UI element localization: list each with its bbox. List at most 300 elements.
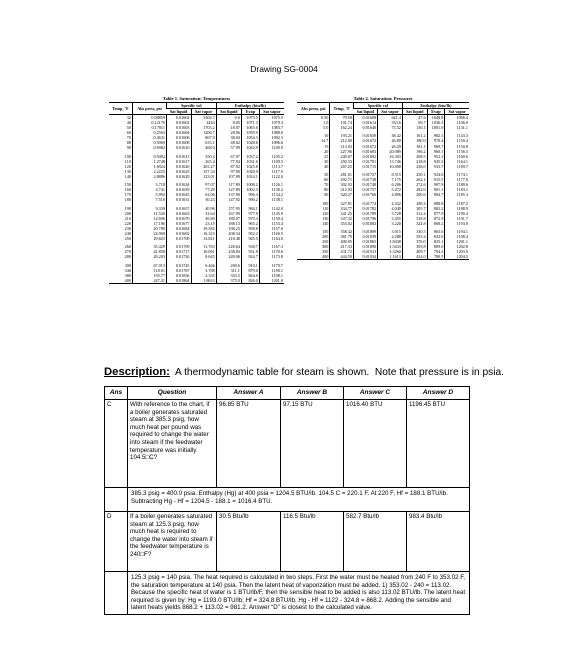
table-cell: 262.1 xyxy=(402,177,427,182)
table-cell: 32 xyxy=(126,115,131,120)
table-cell: 13.746 xyxy=(378,159,403,164)
table-cell: 794.2 xyxy=(427,249,445,254)
explanation-text: 125.3 psig = 140 psia. The heat required is calculated in two steps. First the water must be heated from 240 F to 353.02 F, the saturation temperature at 140 psia. Then the latent heat of vaporization must be added. 1) 353.02 - 240 = 113.02. Because the specific heat of water is 1 BTU/lb/F, then the sensible heat to be added is also 113.02 BTU/lb. The latent heat required is given by: Hg = 1193.0 BTU/lb; Hf = 324.8 BTU/lb. Hg - Hf = 1122 - 324.8 = 868.2. Adding the sensible and latent heats yields 868.2 + 113.02 = 981.2. Answer “D” is closest to the calculated value. xyxy=(128,572,470,615)
table-cell: 0.01608 xyxy=(166,140,191,145)
table-cell: 35.429 xyxy=(132,241,166,249)
table-cell: 1037.2 xyxy=(241,150,259,158)
header-specific-vol: Specific vol xyxy=(166,103,216,109)
table-cell: 872.9 xyxy=(427,216,445,221)
table-cell: 300 xyxy=(124,262,131,268)
table-cell: 48.02 xyxy=(216,140,241,145)
table-cell: 355.4 xyxy=(402,234,427,239)
table-cell: 0.01683 xyxy=(353,149,377,154)
table-cell: 1.3260 xyxy=(378,249,403,254)
table-cell: 879.0 xyxy=(241,268,259,273)
table-cell: 888.8 xyxy=(427,197,445,205)
table-cell: 0.01657 xyxy=(166,202,191,210)
table-cell: 0.50 xyxy=(321,115,329,120)
table-cell: 982.1 xyxy=(427,130,445,138)
table-cell: 140 xyxy=(124,173,131,179)
table-cell: 894.7 xyxy=(427,192,445,197)
qa-header-row xyxy=(105,387,470,400)
table-cell: 1106.0 xyxy=(445,120,469,125)
table-cell: 17.186 xyxy=(132,221,166,226)
saturation-temperatures-table xyxy=(109,96,284,284)
header-ans: Ans xyxy=(105,387,128,400)
header-sat-vapor: Sat vapor xyxy=(259,109,284,115)
explanation-spacer xyxy=(105,488,128,512)
table-cell: 150 xyxy=(322,229,329,235)
table-cell: 18.07 xyxy=(216,125,241,130)
table-cell: 38.42 xyxy=(378,130,403,138)
table-cell: 417.33 xyxy=(330,244,354,249)
table-cell: 333.6 xyxy=(378,120,403,125)
table-cell: 970.4 xyxy=(427,138,445,143)
table-cell: 101.74 xyxy=(330,120,354,125)
table-cell: 1164.0 xyxy=(259,236,284,241)
table-cell: 1183.1 xyxy=(445,187,469,192)
table-cell: 0.01608 xyxy=(353,115,377,121)
table-cell: 250.1 xyxy=(402,169,427,177)
table-cell: 0.01748 xyxy=(353,182,377,187)
table-cell: 250 xyxy=(322,239,329,245)
table-cell: 1079.3 xyxy=(259,120,284,125)
table-cell: 1191.7 xyxy=(445,216,469,221)
table-cell: 0.01614 xyxy=(353,120,377,125)
table-cell: 958.8 xyxy=(241,226,259,231)
table-cell: 0.01692 xyxy=(166,231,191,236)
table-cell: 0.01727 xyxy=(353,169,377,177)
table-cell: 60 xyxy=(324,177,329,183)
header-answer-a: Answer A xyxy=(217,387,281,400)
table-cell: 1145.9 xyxy=(259,211,284,216)
table-cell: 1203.9 xyxy=(445,249,469,254)
table-cell: 1020.0 xyxy=(241,169,259,174)
table-cell: 181.1 xyxy=(402,144,427,149)
table-cell: 8.05 xyxy=(216,120,241,125)
table-cell: 73.52 xyxy=(378,125,403,130)
table-cell: 969.7 xyxy=(427,144,445,149)
table-cell: 945.5 xyxy=(241,236,259,241)
table-cell: 127.89 xyxy=(216,187,241,192)
table-cell: 3.015 xyxy=(378,226,403,234)
table-cell: 0.01782 xyxy=(353,206,377,211)
table-cell: 1138.1 xyxy=(259,197,284,202)
table-cell: 28.06 xyxy=(216,130,241,135)
description-text: A thermodynamic table for steam is shown. Note that pressure is in psia. xyxy=(169,367,504,378)
table-cell: 20 xyxy=(324,148,329,154)
header-sat-vapor: Sat vapor xyxy=(191,109,216,115)
table-row xyxy=(109,150,284,158)
table-cell: 340 xyxy=(124,267,131,273)
table-cell: 825.1 xyxy=(427,239,445,244)
table-cell: 1100.9 xyxy=(259,145,284,150)
table-cell: 218.48 xyxy=(216,236,241,241)
header-sat-liquid: Sat liquid xyxy=(402,109,427,115)
table-cell: 26.80 xyxy=(191,216,216,221)
table-cell: 1188.9 xyxy=(445,206,469,211)
table-caption: Table 2. Saturation: Pressures xyxy=(297,96,469,103)
table-cell: 1169.7 xyxy=(445,164,469,169)
table-cell: 120 xyxy=(124,163,131,169)
header-answer-d: Answer D xyxy=(407,387,470,400)
table-cell: 350 xyxy=(322,249,329,255)
table-cell: 14.696 xyxy=(132,216,166,221)
table-cell: 1096.6 xyxy=(259,140,284,145)
table-cell: 844.6 xyxy=(241,273,259,278)
table-cell: 3.728 xyxy=(378,211,403,216)
table-cell: 0.01796 xyxy=(353,216,377,221)
table-cell: 0.01774 xyxy=(353,197,377,205)
table-cell: 302.92 xyxy=(330,182,354,187)
table-cell: 0.01839 xyxy=(353,234,377,239)
table-cell: 0.01610 xyxy=(166,145,191,150)
table-cell: 1054.3 xyxy=(241,135,259,140)
table-cell: 26.80 xyxy=(378,138,403,143)
table-cell: 212.00 xyxy=(330,138,354,143)
table-cell: 990.2 xyxy=(241,197,259,202)
table-caption: Table 1. Saturation: Temperatures xyxy=(109,96,284,103)
table-cell: 1105.2 xyxy=(259,150,284,158)
table-cell: 247.31 xyxy=(132,278,166,284)
table-cell: 0.01672 xyxy=(353,144,377,149)
table-cell: 150 xyxy=(124,182,131,188)
table-cell: 901.1 xyxy=(427,187,445,192)
table-cell: 907.9 xyxy=(427,182,445,187)
table-cell: 1088.0 xyxy=(259,130,284,135)
table-cell: 0.01629 xyxy=(166,174,191,179)
table-cell: 292.71 xyxy=(330,177,354,182)
table-cell: 1190.1 xyxy=(259,268,284,273)
answer-b: 116.5 Btu/lb xyxy=(281,512,344,572)
header-enthalpy: Enthalpy (btu/lb) xyxy=(402,103,469,109)
table-cell: 70 xyxy=(126,135,131,141)
description-label: Description: xyxy=(104,366,170,378)
table-cell: 1042.9 xyxy=(241,145,259,150)
table-cell: 1164.1 xyxy=(445,159,469,164)
table-cell: 0.01651 xyxy=(166,197,191,202)
table-cell: 13.821 xyxy=(191,236,216,241)
header-sat-liquid: Sat liquid xyxy=(353,109,377,115)
table-cell: 0.01766 xyxy=(353,192,377,197)
table-cell: 0.01625 xyxy=(166,169,191,174)
table-cell: 70 xyxy=(324,182,329,188)
table-cell: 87.92 xyxy=(216,164,241,169)
table-cell: 780.5 xyxy=(427,254,445,260)
table-cell: 0.01865 xyxy=(353,239,377,244)
table-cell: 868.2 xyxy=(427,221,445,226)
table-cell: 0.01757 xyxy=(353,187,377,192)
table-cell: 312.03 xyxy=(330,187,354,192)
table-row xyxy=(297,197,469,205)
table-row xyxy=(109,259,284,267)
table-cell: 240.07 xyxy=(330,154,354,159)
table-cell: 1.8438 xyxy=(378,239,403,244)
table-row xyxy=(297,169,469,177)
table-cell: 269.6 xyxy=(216,259,241,267)
table-cell: 161.2 xyxy=(402,130,427,138)
table-cell: 227.96 xyxy=(330,149,354,154)
table-cell: 20.780 xyxy=(132,226,166,231)
table-cell: 0.01602 xyxy=(166,115,191,121)
table-cell: 0.01789 xyxy=(353,211,377,216)
table-cell: 77.29 xyxy=(191,187,216,192)
table-cell: 8.515 xyxy=(378,169,403,177)
table-cell: 312.4 xyxy=(402,211,427,216)
table-cell: 41.858 xyxy=(132,249,166,254)
table-cell: 1001.0 xyxy=(427,125,445,130)
table-cell: 1150.4 xyxy=(259,216,284,221)
table-cell: 867.9 xyxy=(191,135,216,140)
table-cell: 4.896 xyxy=(378,192,403,197)
table-cell: 10 xyxy=(324,133,329,139)
table-cell: 1036.3 xyxy=(427,120,445,125)
table-cell: 843.0 xyxy=(427,234,445,239)
answer-key: D xyxy=(105,512,128,572)
table-cell: 1150.8 xyxy=(445,144,469,149)
table-cell: 1122.0 xyxy=(259,174,284,179)
table-cell: 1157.0 xyxy=(259,226,284,231)
table-cell: 0.01701 xyxy=(353,159,377,164)
table-cell: 0.01684 xyxy=(166,226,191,231)
table-cell: 0.01745 xyxy=(166,259,191,267)
table-cell: 1059.9 xyxy=(241,130,259,135)
table-cell: 118.01 xyxy=(132,268,166,273)
table-cell: 3.718 xyxy=(132,179,166,187)
table-cell: 984.1 xyxy=(241,202,259,210)
table-cell: 393.8 xyxy=(402,244,427,249)
table-cell: 180.0 xyxy=(402,138,427,143)
table-cell: 1113.7 xyxy=(259,164,284,169)
table-cell: 208.34 xyxy=(216,231,241,236)
table-cell: 0.17811 xyxy=(132,125,166,130)
table-cell: 375.0 xyxy=(216,278,241,284)
table-cell: 952.2 xyxy=(241,231,259,236)
table-cell: 1143.3 xyxy=(445,130,469,138)
table-cell: 80 xyxy=(126,140,131,146)
table-cell: 424.0 xyxy=(402,254,427,260)
table-cell: 1048.6 xyxy=(241,140,259,145)
table-cell: 970.3 xyxy=(241,216,259,221)
table-cell: 380 xyxy=(124,272,131,278)
table-cell: 190 xyxy=(124,205,131,211)
table-cell: 167.99 xyxy=(216,211,241,216)
table-cell: 0.01934 xyxy=(353,254,377,260)
table-cell: 5.472 xyxy=(378,187,403,192)
table-cell: 90 xyxy=(324,192,329,198)
table-cell: 24.969 xyxy=(132,231,166,236)
table-body xyxy=(297,115,469,260)
table-cell: 1075.5 xyxy=(259,115,284,121)
question-text: With reference to the chart, if a boiler generates saturated steam at 385.3 psig, how much heat per pound was required to change the water into steam if the feedwater temperature was initially 104.5□C? xyxy=(128,400,217,488)
table-cell: 0.01659 xyxy=(353,130,377,138)
table-cell: 180 xyxy=(124,197,131,203)
table-cell: 100 xyxy=(124,153,131,159)
explanation-spacer xyxy=(105,572,128,615)
table-cell: 50 xyxy=(126,125,131,131)
table-cell: 3.788 xyxy=(191,268,216,273)
table-cell: 910.1 xyxy=(241,259,259,267)
table-cell: 40 xyxy=(324,163,329,169)
table-cell: 0.01639 xyxy=(166,187,191,192)
table-cell: 3304.7 xyxy=(191,115,216,121)
table-cell: 2.288 xyxy=(378,234,403,239)
table-cell: 977.9 xyxy=(241,211,259,216)
table-cell: 11.763 xyxy=(191,241,216,249)
table-cell: 265.4 xyxy=(191,159,216,164)
table-cell: 353.02 xyxy=(330,221,354,226)
table-cell: 200 xyxy=(322,234,329,240)
table-cell: 0.01809 xyxy=(353,226,377,234)
table-cell: 1703.2 xyxy=(191,125,216,130)
explanation-text: 385.3 psig = 400.0 psia. Enthalpy (Hg) at 400 psia = 1204.5 BTU/lb. 104.5 C = 220.1 F. At 220 F, Hf = 188.1 BTU/lb. Subtracting Hg - Hf = 1204.5 - 188.1 = 1016.4 BTU. xyxy=(128,488,470,512)
table-cell: 826.0 xyxy=(241,278,259,284)
table-cell: 0.01603 xyxy=(166,125,191,130)
table-cell: 137.90 xyxy=(216,192,241,197)
header-specific-vol: Specific vol xyxy=(353,103,402,109)
table-cell: 0.9492 xyxy=(132,150,166,158)
table-cell: 30 xyxy=(324,158,329,164)
table-cell: 5.992 xyxy=(132,192,166,197)
answer-key: C xyxy=(105,400,128,488)
table-cell: 358.42 xyxy=(330,226,354,234)
table-cell: 5.0 xyxy=(323,125,329,131)
table-cell: 0.01672 xyxy=(353,138,377,143)
table-cell: 1160.5 xyxy=(259,231,284,236)
table-cell: 0.01913 xyxy=(353,249,377,254)
table-cell: 0.2563 xyxy=(132,130,166,135)
header-sat-vapor: Sat vapor xyxy=(445,109,469,115)
header-abs-press: Abs press, psi xyxy=(132,103,166,115)
table-cell: 40.96 xyxy=(191,202,216,210)
table-cell: 67.013 xyxy=(132,259,166,267)
table-cell: 1075.5 xyxy=(241,115,259,121)
table-cell: 0.01715 xyxy=(353,164,377,169)
table-cell: 49.203 xyxy=(132,254,166,259)
table-cell: 945.3 xyxy=(427,159,445,164)
table-cell: 0.01602 xyxy=(166,120,191,125)
table-cell: 62.06 xyxy=(191,192,216,197)
table-cell: 0.01606 xyxy=(166,135,191,140)
table-cell: 952.1 xyxy=(427,154,445,159)
table-cell: 915.5 xyxy=(427,177,445,182)
table-cell: 1142.0 xyxy=(259,202,284,210)
table-cell: 0.6982 xyxy=(132,145,166,150)
table-cell: 0.5069 xyxy=(132,140,166,145)
table-cell: 1170.6 xyxy=(259,249,284,254)
table-cell: 147.92 xyxy=(216,197,241,202)
table-cell: 0.01620 xyxy=(166,164,191,169)
table-cell: 0.01634 xyxy=(166,179,191,187)
table-row xyxy=(109,241,284,249)
table-cell: 218.8 xyxy=(402,159,427,164)
table-cell: 107.89 xyxy=(216,174,241,179)
table-cell: 0.01726 xyxy=(166,254,191,259)
table-cell: 353.5 xyxy=(216,273,241,278)
table-cell: 1.1613 xyxy=(378,254,403,260)
table-cell: 1083.7 xyxy=(259,125,284,130)
table-cell: 19.382 xyxy=(191,226,216,231)
table-cell: 320.27 xyxy=(330,192,354,197)
table-cell: 347.32 xyxy=(330,216,354,221)
table-cell: 1185.3 xyxy=(445,192,469,197)
table-cell: 409.7 xyxy=(402,249,427,254)
table-row xyxy=(297,226,469,234)
table-cell: 1201.1 xyxy=(445,239,469,244)
table-cell: 6.466 xyxy=(191,259,216,267)
table-cell: 97.90 xyxy=(216,169,241,174)
table-cell: 0.01890 xyxy=(353,244,377,249)
table-cell: 228.64 xyxy=(216,241,241,249)
answer-a: 96.85 BTU xyxy=(217,400,281,488)
answer-c: 1016.40 BTU xyxy=(344,400,407,488)
table-cell: 79.58 xyxy=(330,115,354,121)
table-cell: 110 xyxy=(124,158,131,164)
question-text: If a boiler generates saturated steam at 125.3 psig, how much heat is required to change the water into steam if the feedwater temperature is 240□F? xyxy=(128,512,217,572)
table-cell: 7.175 xyxy=(378,177,403,182)
table-cell: 97.07 xyxy=(191,179,216,187)
table-cell: 0.12170 xyxy=(132,120,166,125)
table-cell: 240 xyxy=(124,230,131,236)
table-cell: 4.741 xyxy=(132,187,166,192)
table-cell: 80 xyxy=(324,187,329,193)
table-cell: 69.7 xyxy=(402,120,427,125)
table-cell: 10.498 xyxy=(378,164,403,169)
table-cell: 195.77 xyxy=(132,273,166,278)
answer-b: 97.15 BTU xyxy=(281,400,344,488)
table-cell: 250 xyxy=(124,235,131,241)
header-temp: Temp, °F xyxy=(330,103,354,115)
table-cell: 341.25 xyxy=(330,211,354,216)
table-cell: 0.01677 xyxy=(166,221,191,226)
table-cell: 0.01670 xyxy=(166,216,191,221)
table-cell: 110 xyxy=(322,205,329,211)
table-cell: 1204.5 xyxy=(445,254,469,260)
table-cell: 280 xyxy=(124,254,131,260)
table-cell: 180.07 xyxy=(216,216,241,221)
table-cell: 300 xyxy=(322,244,329,250)
table-cell: 298.4 xyxy=(402,197,427,205)
table-cell: 960.1 xyxy=(427,149,445,154)
header-answer-b: Answer B xyxy=(281,387,344,400)
table-cell: 1190.4 xyxy=(445,211,469,216)
table-cell: 0.0 xyxy=(216,115,241,121)
table-cell: 324.8 xyxy=(402,221,427,226)
table-cell: 281.01 xyxy=(330,169,354,177)
table-cell: 14.7 xyxy=(321,138,329,144)
table-cell: 20.089 xyxy=(378,149,403,154)
header-sat-liquid: Sat liquid xyxy=(216,109,241,115)
table-cell: 400 xyxy=(297,254,330,260)
table-cell: 1.6924 xyxy=(132,164,166,169)
table-cell: 633.1 xyxy=(191,140,216,145)
table-cell: 8.645 xyxy=(191,254,216,259)
table-cell: 1025.8 xyxy=(241,164,259,169)
table-cell: 290.6 xyxy=(402,192,427,197)
table-cell: 330.5 xyxy=(402,226,427,234)
table-cell: 1201.0 xyxy=(259,278,284,284)
table-cell: 0.01617 xyxy=(166,159,191,164)
table-cell: 0.01738 xyxy=(353,177,377,182)
table-cell: 4.432 xyxy=(378,197,403,205)
table-cell: 311.1 xyxy=(216,268,241,273)
table-cell: 1160.6 xyxy=(445,154,469,159)
header-evap: Evap xyxy=(241,109,259,115)
table-cell: 334.77 xyxy=(330,206,354,211)
table-cell: 50 xyxy=(324,172,329,178)
table-cell: 57.99 xyxy=(216,145,241,150)
table-cell: 0.01604 xyxy=(166,130,191,135)
